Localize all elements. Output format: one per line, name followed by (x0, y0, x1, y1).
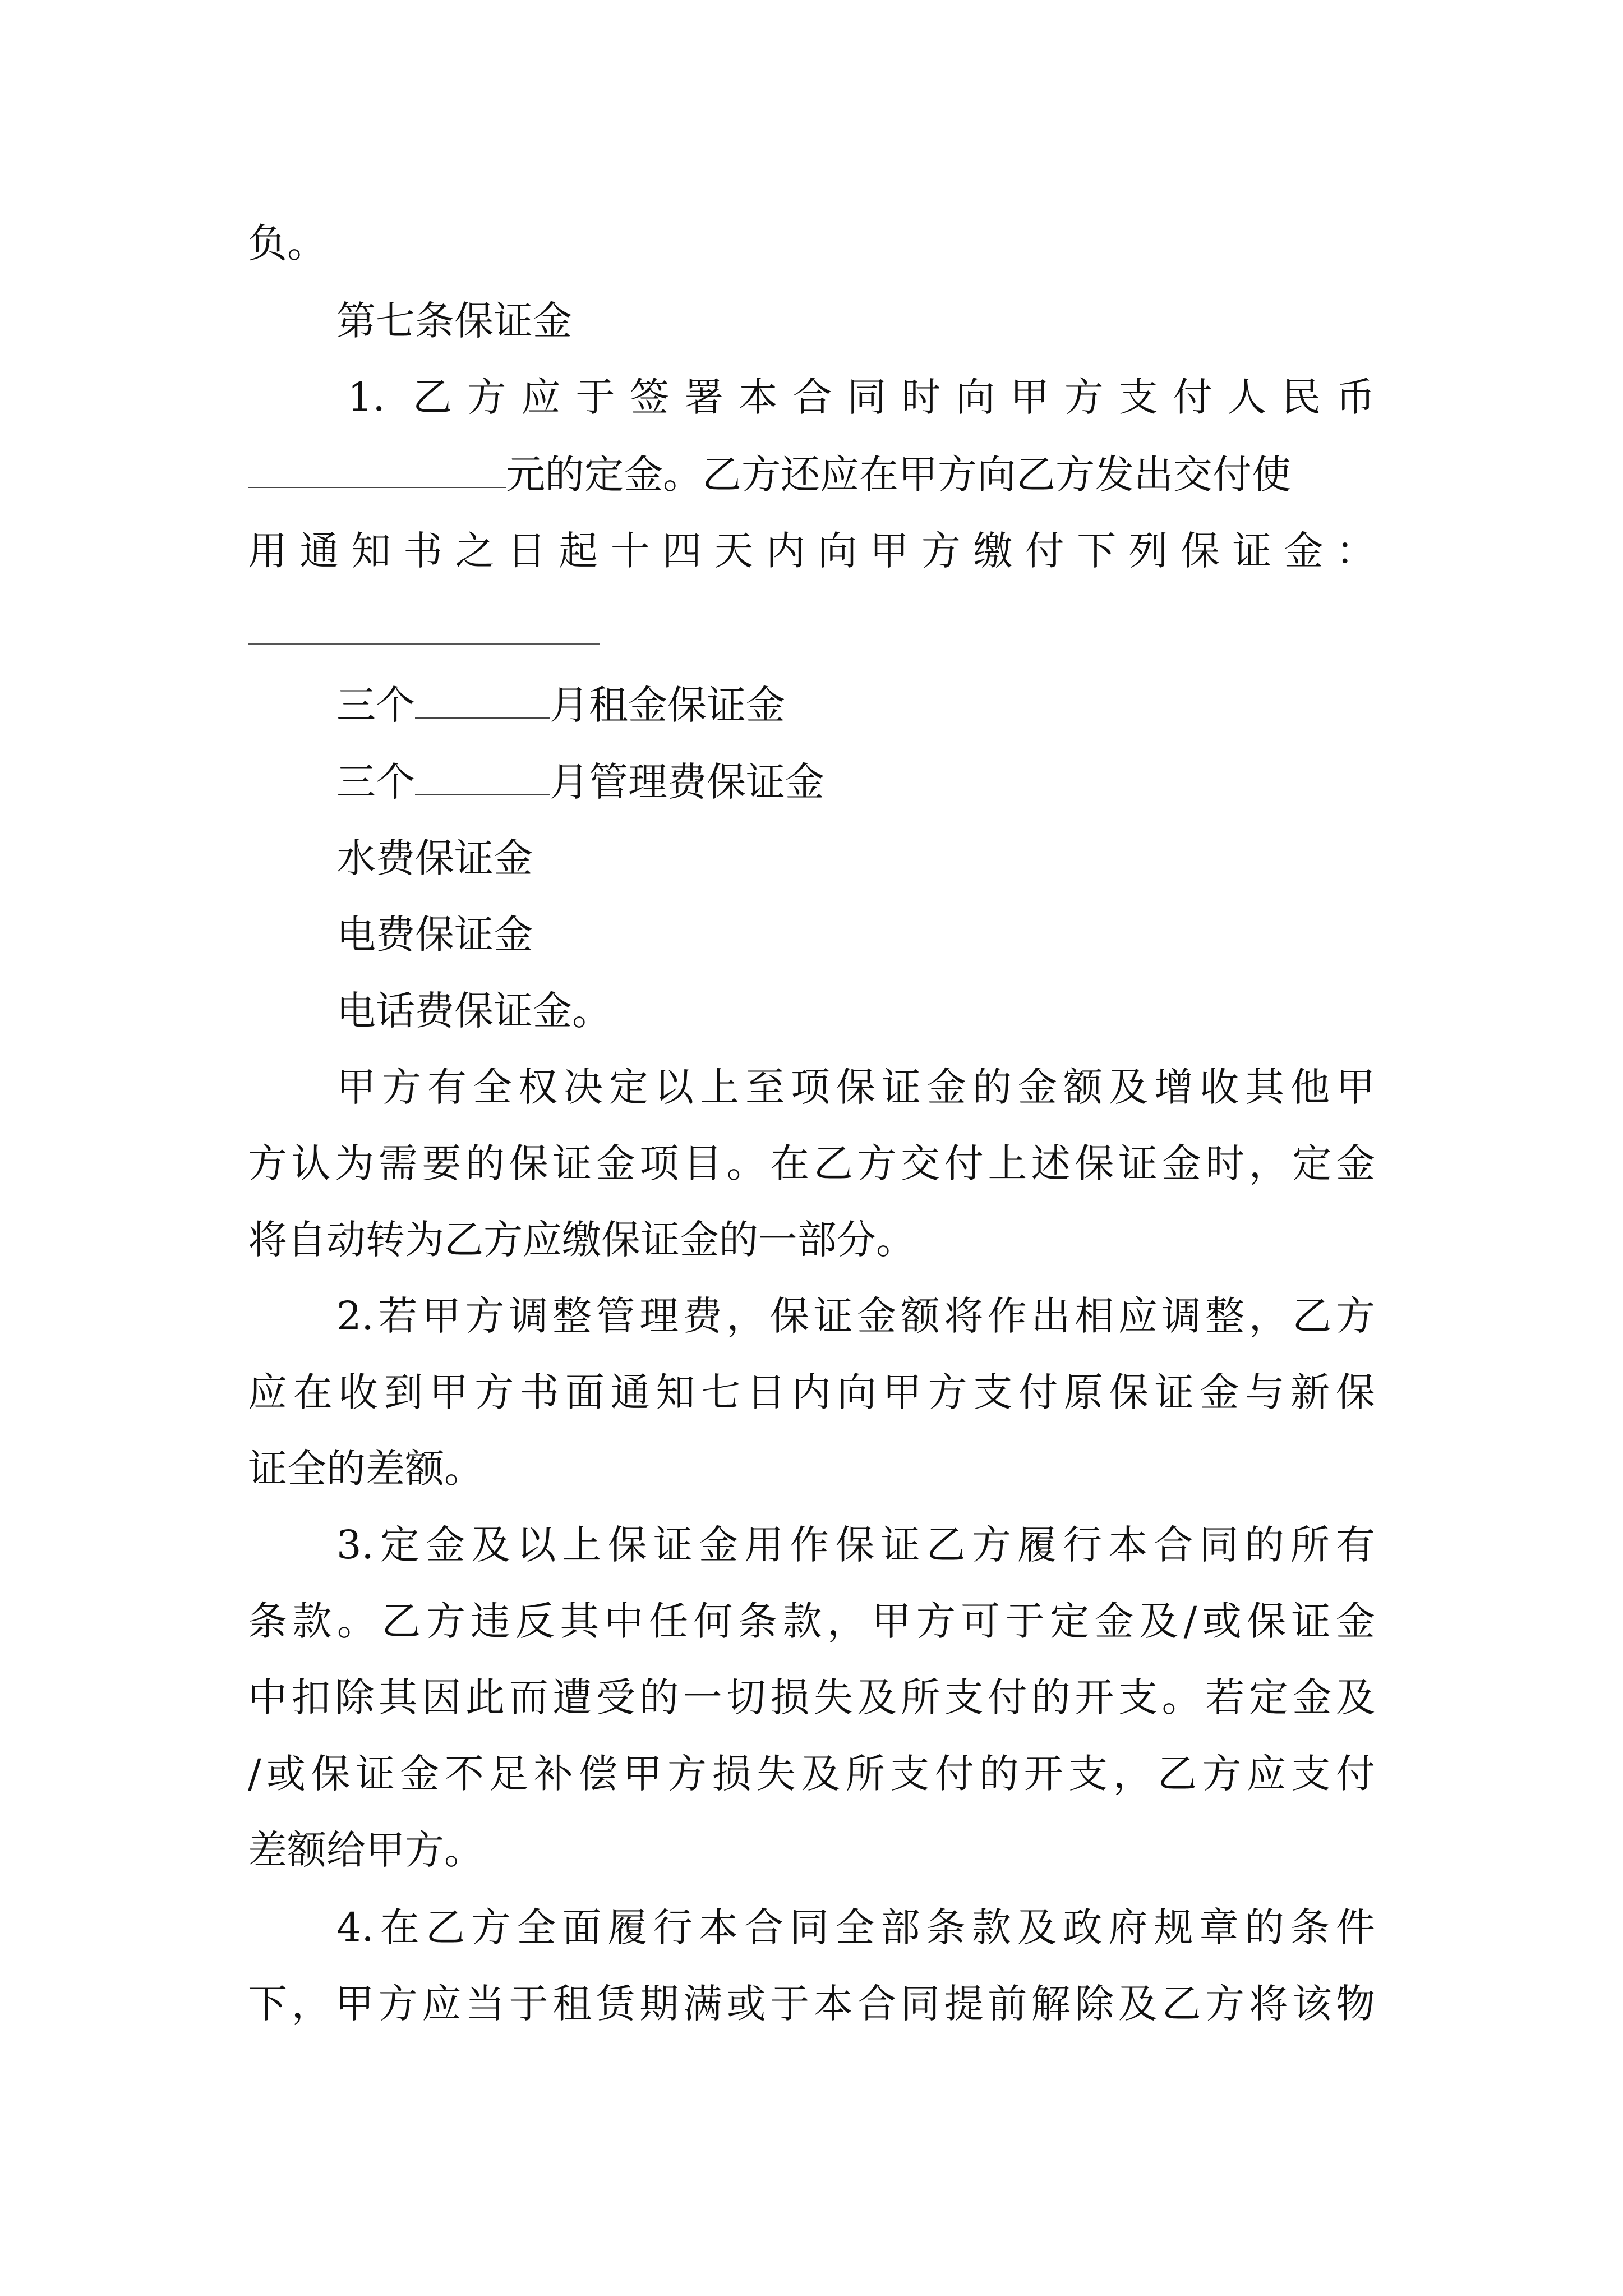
text-line: 负。 (248, 220, 326, 266)
deposit-item-label: 月管理费保证金 (550, 759, 824, 805)
paragraph-line: 下，甲方应当于租赁期满或于本合同提前解除及乙方将该物 (248, 1981, 1375, 2027)
paragraph-line: 1. 乙方应于签署本合同时向甲方支付人民币 (348, 374, 1375, 420)
paragraph-line: 4.在乙方全面履行本合同全部条款及政府规章的条件 (336, 1904, 1375, 1950)
paragraph-text: 元的定金。乙方还应在甲方向乙方发出交付使 (506, 452, 1291, 498)
paragraph-line: 方认为需要的保证金项目。在乙方交付上述保证金时，定金 (248, 1140, 1375, 1186)
deposit-item: 水费保证金 (336, 835, 533, 881)
paragraph-line: /或保证金不足补偿甲方损失及所支付的开支，乙方应支付 (248, 1751, 1375, 1797)
deposit-item (336, 677, 1464, 733)
deposit-item (336, 754, 1464, 810)
deposit-item-prefix: 三个 (336, 682, 415, 728)
section-heading: 第七条保证金 (336, 298, 572, 344)
paragraph-line: 甲方有全权决定以上至项保证金的金额及增收其他甲 (336, 1064, 1375, 1110)
paragraph-line: 条款。乙方违反其中任何条款，甲方可于定金及/或保证金 (248, 1598, 1375, 1644)
paragraph-line: 2.若甲方调整管理费，保证金额将作出相应调整，乙方 (336, 1293, 1375, 1339)
paragraph-line: 用通知书之日起十四天内向甲方缴付下列保证金： (248, 528, 1375, 574)
paragraph-line: 3.定金及以上保证金用作保证乙方履行本合同的所有 (336, 1522, 1375, 1568)
deposit-item-label: 月租金保证金 (550, 682, 785, 728)
blank-field (415, 755, 550, 795)
paragraph-line: 差额给甲方。 (248, 1827, 483, 1873)
deposit-item: 电话费保证金。 (336, 988, 611, 1034)
blank-field (415, 678, 550, 719)
paragraph-line: 证全的差额。 (248, 1446, 483, 1492)
paragraph-line: 中扣除其因此而遭受的一切损失及所支付的开支。若定金及 (248, 1674, 1375, 1720)
paragraph-line (248, 447, 1375, 503)
deposit-item: 电费保证金 (336, 912, 533, 958)
blank-amount (248, 448, 506, 488)
deposit-item-prefix: 三个 (336, 759, 415, 805)
blank-line (248, 643, 600, 645)
paragraph-line: 应在收到甲方书面通知七日内向甲方支付原保证金与新保 (248, 1369, 1375, 1415)
paragraph-line: 将自动转为乙方应缴保证金的一部分。 (248, 1217, 915, 1263)
